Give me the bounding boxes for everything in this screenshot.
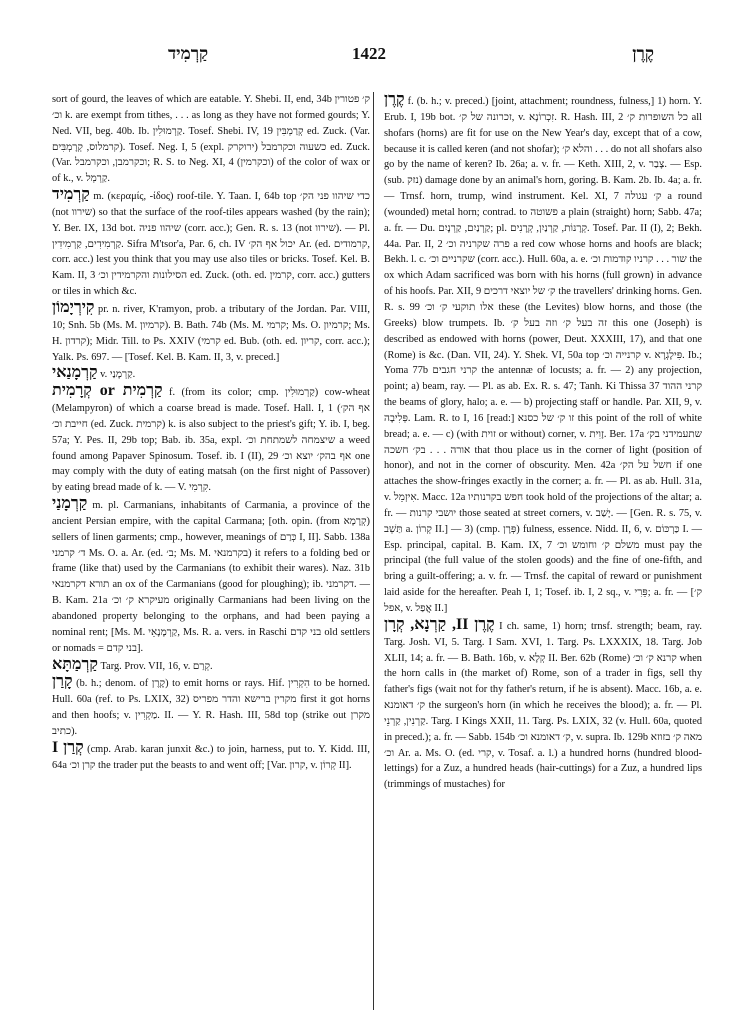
entry-text: Targ. Prov. VII, 16, v. קְרַם.: [100, 660, 213, 672]
page-number: 1422: [352, 44, 386, 63]
dictionary-entry: [52, 657, 370, 675]
dictionary-entry: [52, 300, 370, 365]
entry-headword: קְרַן I: [52, 738, 84, 756]
left-column: [52, 92, 370, 773]
header-right-headword: קֶרֶן: [632, 44, 654, 63]
entry-text: (b. h.; denom. of קֶרֶן) to emit horns or rays. Hif. הִקְרִין to be horned. Hull. 60a (ref. to Ps. LXIX, 32) מקרין ברישא והדר מפריס first it got horns and then hoofs; v. מַקְרִין. II. — Y. R. Hash. III, 58d top (strike out מקרן כתיב).: [52, 678, 370, 737]
entry-text: pr. n. river, K'ramyon, prob. a tributary of the Jordan. Par. VIII, 10; Snh. 5b (Ms. M. קרמיון). B. Bath. 74b (Ms. M. קרמי; Ms. O. קרמיון; Ms. H. קרדון); Midr. Till. to Ps. XXIV (קרמי ed. Bub. (oth. ed. קריון, corr. acc.); Yalk. Ps. 697. — [Tosef. Kel. B. Kam. II, 3, v. preced.]: [52, 303, 370, 363]
entry-headword: קַרְמָנַאי: [52, 364, 98, 382]
entry-headword: קָרַן: [52, 673, 73, 691]
entry-headword: קַרְמִיד: [52, 186, 90, 204]
entry-headword: קֶרֶן II, קַרְנָא, קְרָן: [384, 615, 495, 633]
entry-text: f. (b. h.; v. preced.) [joint, attachment; roundness, fulness,] 1) horn. Y. Erub. I, 19b bot. זכרונה של ק׳, v. זִכְרוֹנָא. R. Hash. III, 2 כל השופרות ק׳ all shofars (horns) are fit for use on the New Year's day, except that of a cow, because it is called keren (and not shofar); והלא ק׳ . . . do not all shofars also go by the name of keren? Ib. 26a; a. v. fr. — Keth. XIII, 2, v. צָבַר. — Esp. (sub. נזק) damage done by an animal's horn, goring. B. Kam. 2b. Ib. 4a; a. fr. — Trnsf. horn, trump, wind instrument. Kel. XI, 7 ק׳ עגולה a round (wounded) metal horn; contrad. to פשוטה a plain (straight) horn; Sabb. 47a; a. fr. — Du. קַרְנַיִם, קַרְנָיִם; pl. קְרָנוֹת, קַרְנַיִן, קְרָנִים. Tosef. Par. II (I), 2; Bekh. 44a. Par. II, 2 פרה שקרניה וכ׳ a red cow whose horns and hoofs are black; Bekh. l. c. שקרניים וכ׳ (corr. acc.). Hull. 60a, a. e. שור . . . קרניו קודמות וכ׳ the ox which Adam sacrificed was born with his horns (full grown) in advance of his hoofs. Par. XII, 9 ק׳ של יוצאי דרכים the travellers' drinking horns. Gen. R. s. 99 אלו תוקעי ק׳ וכ׳ these (the Levites) blow horns, and those (the Greeks) blow trumpets. Ib. זה בעל ק׳ וזה בעל ק׳ this one (Joseph) is described as endowed with horns (power, Deut. XXXIII, 17), and that one (Rome) is &c. (Dan. VII, 24). Y. Shek. VI, 50a top קרנייה וכ׳ v. פִּילָגְרָא. Ib.; Yoma 77b קרני חגבים the antennæ of locusts; a. fr. — 2) any projection, point; a) beam, ray. — Pl. as ab. Ex. R. s. 47; Tanh. Ki Thissa 37 קרני ההוד the beams of glory, halo; a. e. — b) projecting staff or handle. Par. XII, 9, v. פְּלִיבָה. Lam. R. to I, 16 [read:] זו ק׳ של כסנא this point of the roll of white bread; a. e. — c) (with זוית or without) corner, v. זָוִית. Ber. 17a שתעמידני בק׳ אורה . . . בק׳ חשכה that thou place us in the corner of light (position of honor), and not in the corner of obscurity. Men. 42a חשל על הק׳ if one attaches the show-fringes exactly in the corner; a. fr. — Pl. as ab. Hull. 31a, v. אִיזְמֵל. Macc. 12a חפש בקרנותיו took hold of the projections of the altar; a. fr. — יושבי קרנות those seated at street corners, v. יָשַׁב. — [Gen. R. s. 75, v. תַּשְׁב a. קְרוֹן II.] — 3) (cmp. פְּרָן) fulness, essence. Nidd. II, 6, v. כַּרְכּוֹם I. — Esp. principal, capital. B. Kam. IX, 7 משלם ק׳ וחומש וכ׳ must pay the principal (the full value of the stolen goods) and the fine of one-fifth, and bring a guilt-offering; a. v. fr. — Trnsf. the capital of reward or punishment laid aside for the hereafter. Peah I, 1; Tosef. ib. I, 2 sq., v. פֵּרִי; a. fr. — [ק׳ אפל, v. אֲפַל II.]: [384, 96, 703, 614]
entry-text: v. קַרְמָנַי.: [100, 369, 136, 381]
dictionary-entry: [52, 92, 370, 187]
dictionary-entry: [52, 365, 370, 383]
entry-headword: קַרְמָנַי: [52, 495, 88, 513]
entry-text: sort of gourd, the leaves of which are eatable. Y. Shebi. II, end, 34b ק׳ פטורין וכ׳ k. are exempt from tithes, . . . as long as they have not formed gourds; Y. Ned. VII, beg. 40b. Ib. קַרְמוּלִין. Tosef. Shebi. IV, 19 קְרַמְבִּין ed. Zuck. (Var. קרמלוס, קְרָמְבִּים). Tosef. Neg. I, 5 (expl. ירוקרק) כשעוה וכקרמבל ed. Zuck. (Var. וכקרמבן, וכקרמבל; R. S. to Neg. XI, 4 (וכקרמין) of the color of wax or of k., v. קַרְמְל.: [52, 94, 370, 185]
right-column: [384, 92, 702, 793]
dictionary-entry: [52, 383, 370, 496]
column-divider: [373, 92, 374, 1010]
entry-headword: קִירְיָמוֹן: [52, 298, 95, 316]
entry-text: f. (from its color; cmp. קַרְמוּלִין) cow-wheat (Melampyron) of which a coarse bread is made. Tosef. Hall. I, 1 (אף הק׳ חייבת וכ׳ (ed. Zuck. קרמית) k. is also subject to the priest's gift; Y. ib. I, beg. 57a; Y. Pes. II, 29b top; Bab. ib. 35a, expl. שיצמחה לשמתחת וכ׳ a weed found among Papaver Spinosum. Tosef. ib. I (II), 29 אף בהק׳ יוצא וכ׳ one may comply with the duty of eating matsah (on the first night of Passover) by eating bread made of k. — V. קִרְמִי.: [52, 387, 371, 494]
dictionary-entry: [384, 92, 702, 617]
dictionary-entry: [384, 617, 702, 793]
header-left-headword: קַרְמִיד: [168, 44, 209, 63]
dictionary-entry: [52, 187, 370, 300]
dictionary-entry: [52, 740, 370, 774]
entry-text: I ch. same, 1) horn; trnsf. strength; beam, ray. Targ. Josh. VI, 5. Targ. I Sam. XVI, 1. Targ. Ps. LXXXIX, 18. Targ. Job XLII, 14; a. fr. — B. Bath. 16b, v. קְלָא II. Ber. 62b (Rome) קרנא ק׳ וכ׳ when the horn calls in (the market of) Rome, son of a trader in figs, sell thy father's figs (wait not for thy father's return, if he is absent). Macc. 16b, a. e. ק׳ דאומנא the surgeon's horn (in which he receives the blood); a. fr. — Pl. קַרְנִין, קַרְנֵי. Targ. I Kings XXII, 11. Targ. Ps. LXIX, 32 (v. Hull. 60a, quoted in preced.); a. fr. — Sabb. 154b ק׳ דאומנא וכ׳, v. supra. Ib. 129b מאה ק׳ בזוזא וכ׳ Ar. a. Ms. O. (ed. קרי, v. Tosaf. a. l.) a hundred horns (hundred blood-lettings) for a Zuz, a hundred heads (hair-cuttings) for a Zuz, a hundred lips (trimmings of mustaches) for: [384, 620, 703, 791]
dictionary-entry: [52, 496, 370, 656]
entry-headword: קַרְמַתָּא: [52, 655, 98, 673]
dictionary-entry: [52, 674, 370, 739]
entry-text: m. (κεραμίς, -ίδος) roof-tile. Y. Taan. I, 64b top כדי שיהוו פני הק׳ (not שירוו) so that the surface of the roof-tiles appears washed (by the rain); Y. Ber. IX, 13d bot. שיהוו פניה (corr. acc.); Gen. R. s. 13 (not שירוו). — Pl. קַרְמִידִים, קַרְמִידִין. Sifra M'tsor'a, Par. 6, ch. IV יכול אף הק׳ Ar. (ed. קרמודים, corr. acc.) lest you think that you may use also tiles or bricks. Tosef. Kel. B. Kam. II, 3 הסילונות והקרמידין וכ׳ ed. Zuck. (oth. ed. קרמין, corr. acc.) gutters or tiles in which &c.: [52, 191, 371, 298]
entry-headword: קֶרֶן: [384, 91, 405, 108]
entry-headword: קַרְמִית or קְרָמִית: [52, 382, 163, 400]
entry-text: m. pl. Carmanians, inhabitants of Carmania, a province of the ancient Persian empire, with the capital Carmana; [oth. opin. (from קְרָמָא) sellers of linen garments; cmp., however, meanings of כְּרַם I, II]. Sabb. 138a ד׳ קרמני Ms. O. a. Ar. (ed. ב׳; Ms. M. בקרמנאי) it refers to a folding bed or frame (like that) used by the Carmanians (to exhibit their wares). Naz. 31b תורא דקרמנאי an ox of the Carmanians (good for ploughing); ib. דקרמני. — B. Kam. 21a מעיקרא ק׳ וכ׳ originally Carmanians had been living on the abandoned property belonging to the orphans, and had been paying a nominal rent; [Ms. M. קַרְמָנָאֵי, Ms. R. a. vers. in Raschi בני קדם old settlers or nomads = בני קדם].: [52, 500, 371, 654]
entry-text: (cmp. Arab. karan junxit &c.) to join, harness, put to. Y. Kidd. III, 64a קרן וכ׳ the trader put the beasts to and went off; [Var. קרון, v. קְרוֹן II].: [52, 743, 370, 771]
page-header: [60, 44, 700, 70]
